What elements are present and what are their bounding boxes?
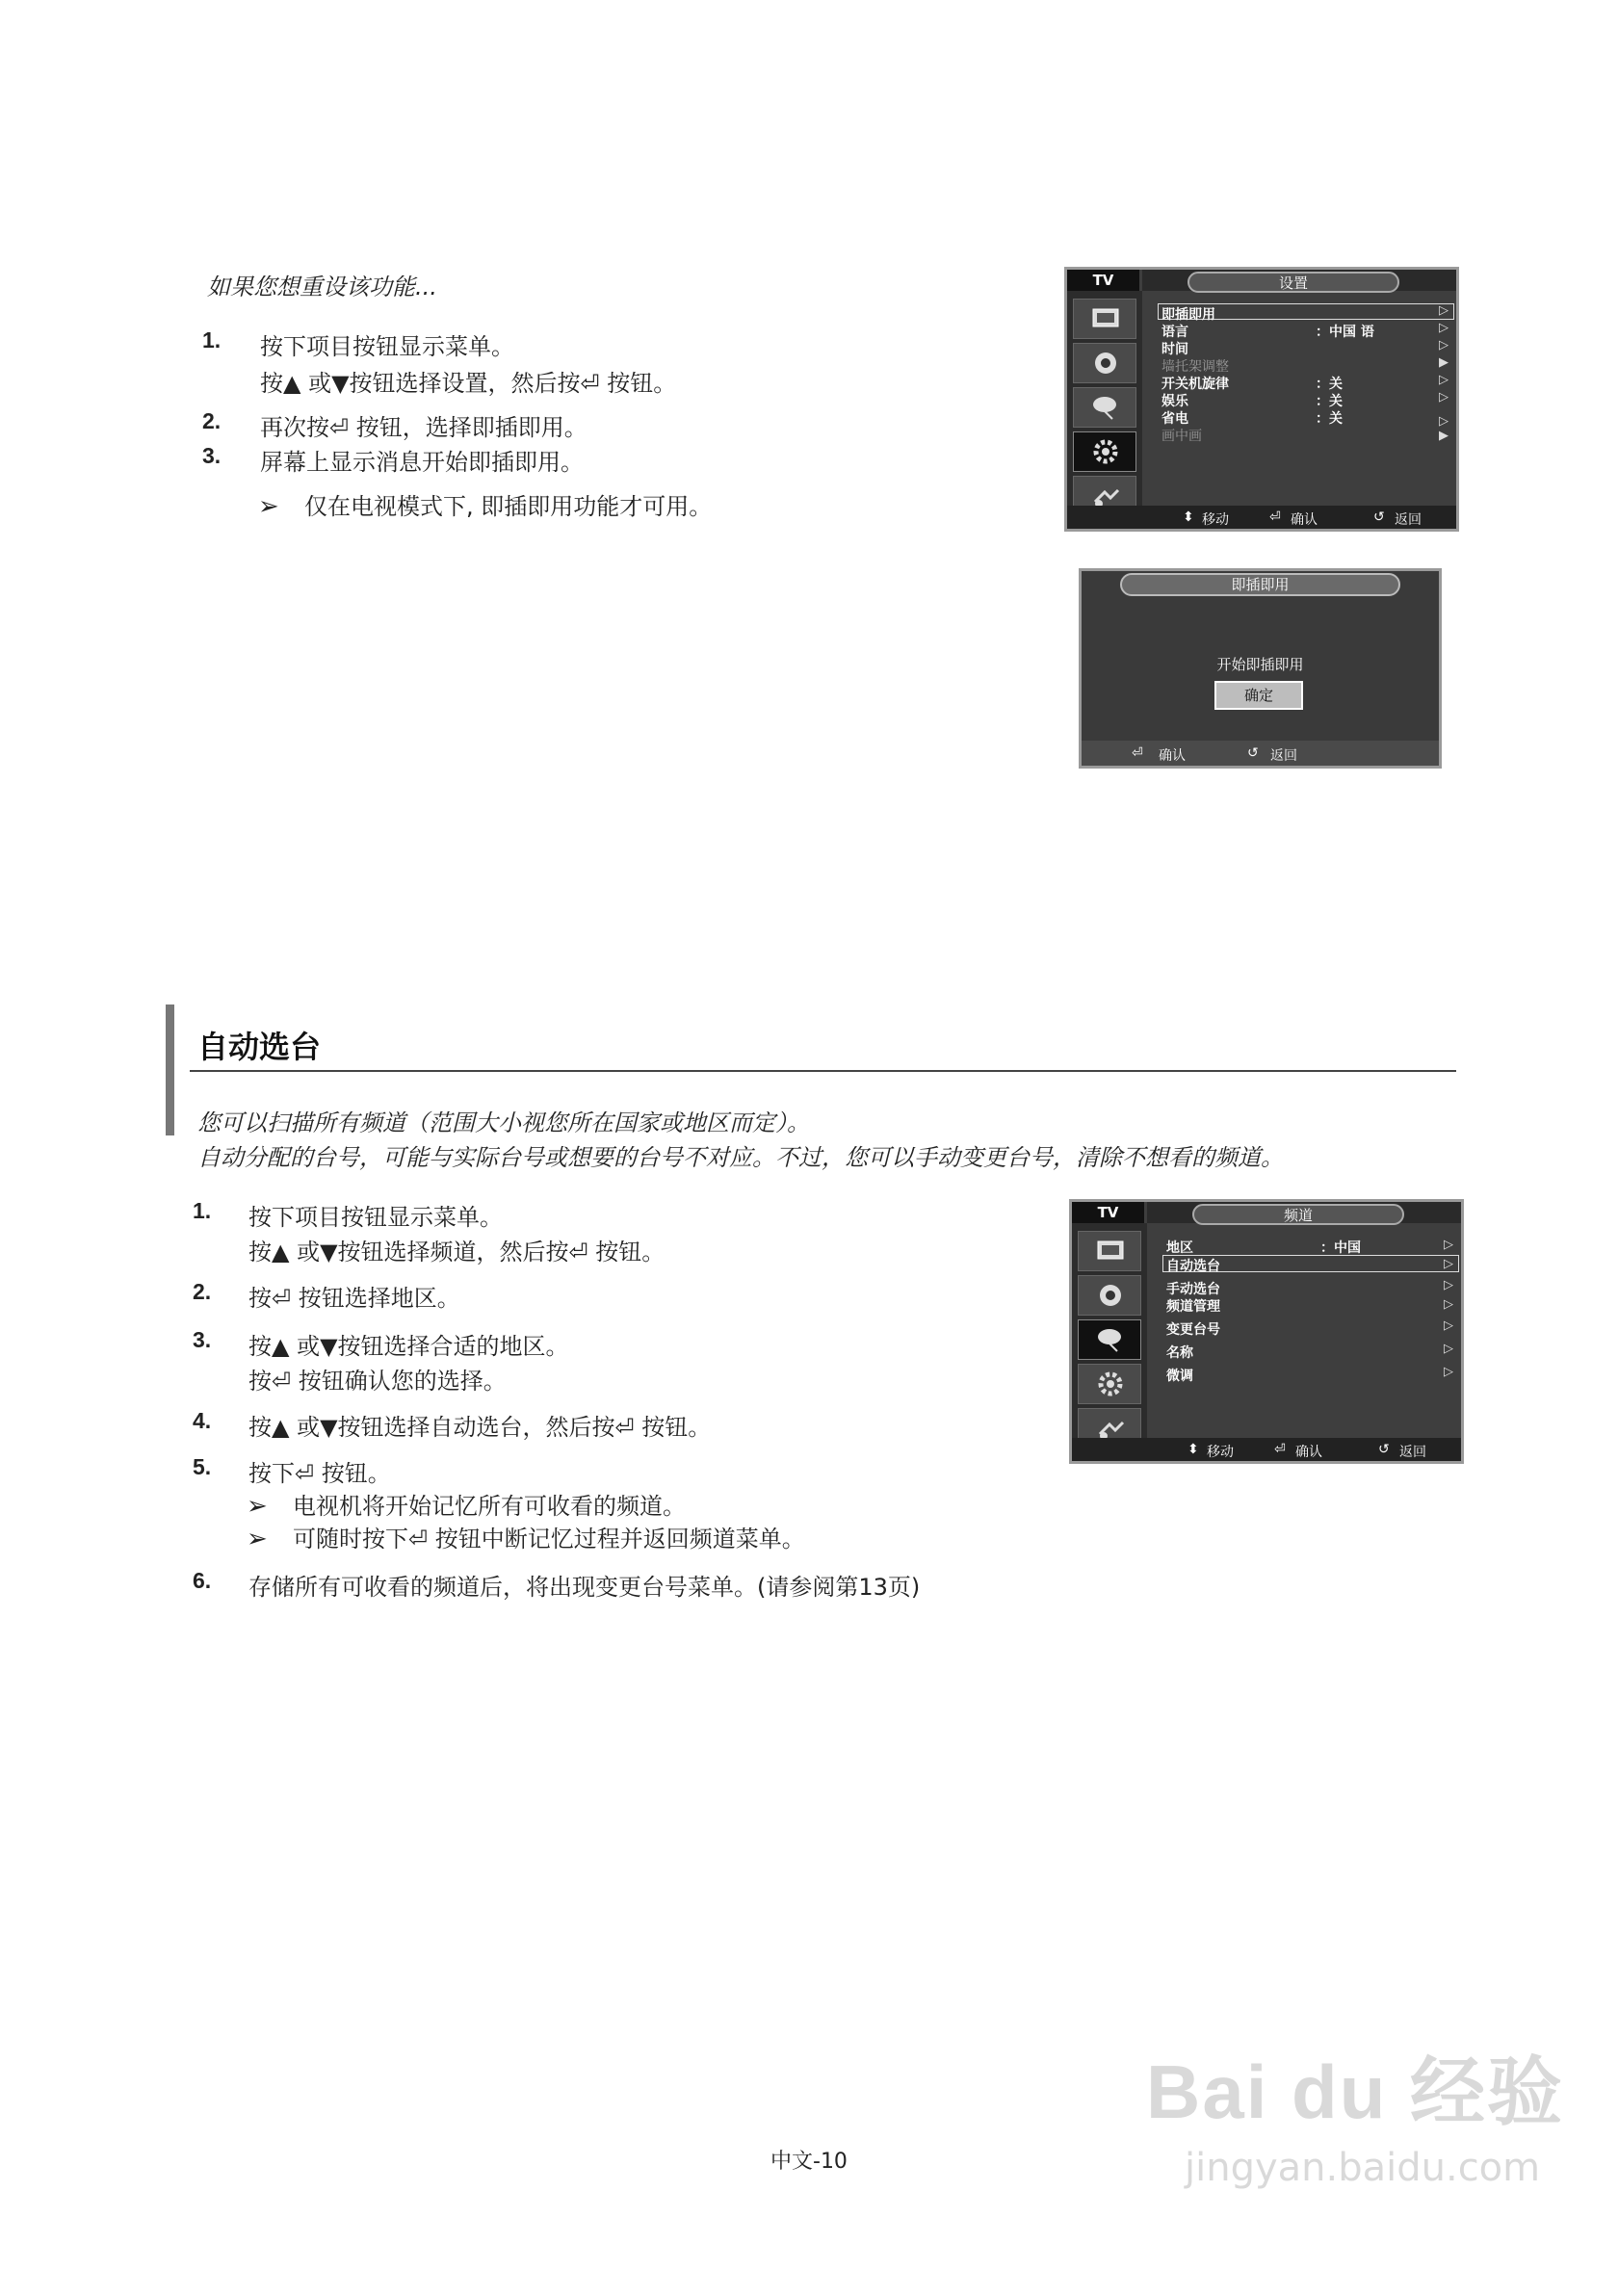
section-divider <box>190 1070 1456 1072</box>
arrow-right-icon: ▷ <box>1444 1278 1453 1292</box>
ok-button[interactable]: 确定 <box>1214 681 1303 710</box>
step-line: 按▲ 或▼按钮选择设置，然后按⏎ 按钮。 <box>260 370 677 397</box>
footer-return: 返回 <box>1399 1445 1426 1460</box>
arrow-right-icon: ▶ <box>1439 429 1448 443</box>
menu-item-language[interactable]: 语言 ：中国 语 <box>1161 325 1374 340</box>
footer-return: 返回 <box>1270 748 1297 764</box>
arrow-right-icon: ▷ <box>1444 1365 1453 1379</box>
return-icon: ↺ <box>1373 509 1385 525</box>
step-line: 屏幕上显示消息开始即插即用。 <box>260 449 584 476</box>
step-line: 再次按⏎ 按钮，选择即插即用。 <box>260 414 587 441</box>
arrow-right-icon: ▷ <box>1444 1342 1453 1356</box>
picture-icon[interactable] <box>1073 299 1136 339</box>
step-line: 按⏎ 按钮选择地区。 <box>248 1285 460 1312</box>
note-text: 电视机将开始记忆所有可收看的频道。 <box>293 1493 686 1520</box>
arrow-right-icon: ▷ <box>1439 414 1448 429</box>
arrow-icon: ➢ <box>258 492 279 521</box>
watermark-logo: Bai du 经验 <box>1146 2049 1565 2134</box>
channel-icon[interactable] <box>1078 1319 1141 1360</box>
footer-enter: 确认 <box>1159 748 1186 764</box>
section-description: 自动分配的台号，可能与实际台号或想要的台号不对应。不过，您可以手动变更台号，清除不想看的频道。 <box>197 1144 1284 1171</box>
menu-item-auto-store[interactable]: 自动选台 <box>1166 1259 1220 1274</box>
arrow-right-icon: ▷ <box>1439 303 1448 318</box>
menu-item-energy-saving[interactable]: 省电 ：关 <box>1161 411 1343 427</box>
osd-title: 设置 <box>1187 272 1399 293</box>
arrow-icon: ➢ <box>247 1492 268 1521</box>
menu-item-area[interactable]: 地区 ：中国 <box>1166 1240 1361 1256</box>
updown-icon: ⬍ <box>1183 509 1194 525</box>
section-marker <box>166 1004 174 1135</box>
popup-plug-and-play <box>1079 568 1442 769</box>
menu-item-sort[interactable]: 变更台号 <box>1166 1322 1220 1338</box>
osd-footer <box>1067 506 1456 529</box>
setup-gear-icon[interactable] <box>1073 431 1136 472</box>
step-number: 2. <box>202 408 222 433</box>
osd-tv-tab: TV <box>1067 270 1139 291</box>
intro-text: 如果您想重设该功能... <box>207 274 437 300</box>
step-number: 5. <box>193 1454 212 1479</box>
arrow-right-icon: ▷ <box>1444 1257 1453 1271</box>
menu-item-entertainment[interactable]: 娱乐 ：关 <box>1161 394 1343 409</box>
sound-icon[interactable] <box>1078 1275 1141 1316</box>
setup-gear-icon[interactable] <box>1078 1364 1141 1404</box>
enter-icon: ⏎ <box>1269 509 1281 525</box>
return-icon: ↺ <box>1247 745 1259 761</box>
osd-footer <box>1072 1438 1461 1461</box>
enter-icon: ⏎ <box>1274 1442 1286 1457</box>
popup-title: 即插即用 <box>1120 573 1400 596</box>
arrow-right-icon: ▶ <box>1439 355 1448 370</box>
step-line: 存储所有可收看的频道后，将出现变更台号菜单。(请参阅第13页) <box>248 1574 921 1601</box>
osd-setup-menu <box>1064 267 1459 532</box>
osd-tv-tab: TV <box>1072 1202 1144 1223</box>
footer-enter: 确认 <box>1291 512 1318 528</box>
step-line: 按▲ 或▼按钮选择自动选台，然后按⏎ 按钮。 <box>248 1414 712 1441</box>
step-number: 4. <box>193 1408 212 1433</box>
step-line: 按下⏎ 按钮。 <box>248 1460 391 1487</box>
menu-item-fine-tune[interactable]: 微调 <box>1166 1369 1193 1384</box>
menu-item-melody[interactable]: 开关机旋律 ：关 <box>1161 377 1343 392</box>
osd-icon-column <box>1072 1223 1147 1441</box>
menu-item-channel-manager[interactable]: 频道管理 <box>1166 1299 1220 1315</box>
osd-title: 频道 <box>1192 1204 1404 1225</box>
arrow-right-icon: ▷ <box>1439 321 1448 335</box>
menu-item-time[interactable]: 时间 <box>1161 342 1188 357</box>
section-title: 自动选台 <box>197 1029 322 1065</box>
picture-icon[interactable] <box>1078 1231 1141 1271</box>
step-number: 1. <box>202 327 222 352</box>
arrow-right-icon: ▷ <box>1439 390 1448 404</box>
step-line: 按▲ 或▼按钮选择频道，然后按⏎ 按钮。 <box>248 1239 665 1265</box>
footer-move: 移动 <box>1207 1445 1234 1460</box>
note <box>258 487 712 521</box>
page-number: 中文-10 <box>770 2150 848 2174</box>
section-description: 您可以扫描所有频道（范围大小视您所在国家或地区而定）。 <box>197 1109 810 1136</box>
sound-icon[interactable] <box>1073 343 1136 383</box>
note-text: 仅在电视模式下, 即插即用功能才可用。 <box>304 493 713 520</box>
arrow-right-icon: ▷ <box>1444 1297 1453 1312</box>
step-number: 3. <box>193 1327 212 1352</box>
watermark-url: jingyan.baidu.com <box>1185 2146 1541 2190</box>
step-number: 3. <box>202 443 222 468</box>
return-icon: ↺ <box>1378 1442 1390 1457</box>
arrow-right-icon: ▷ <box>1439 373 1448 387</box>
note <box>247 1487 686 1521</box>
arrow-right-icon: ▷ <box>1439 338 1448 352</box>
arrow-icon: ➢ <box>247 1525 268 1553</box>
channel-icon[interactable] <box>1073 387 1136 428</box>
popup-message: 开始即插即用 <box>1216 656 1304 673</box>
baidu-watermark <box>1146 2032 1565 2190</box>
menu-item-name[interactable]: 名称 <box>1166 1345 1193 1361</box>
popup-footer <box>1082 741 1439 766</box>
step-line: 按下项目按钮显示菜单。 <box>260 333 514 360</box>
footer-return: 返回 <box>1395 512 1422 528</box>
menu-item-manual-store[interactable]: 手动选台 <box>1166 1282 1220 1297</box>
note-text: 可随时按下⏎ 按钮中断记忆过程并返回频道菜单。 <box>293 1526 805 1552</box>
osd-channel-menu <box>1069 1199 1464 1464</box>
footer-enter: 确认 <box>1295 1445 1322 1460</box>
step-line: 按下项目按钮显示菜单。 <box>248 1204 503 1231</box>
step-number: 1. <box>193 1198 212 1223</box>
updown-icon: ⬍ <box>1187 1442 1199 1457</box>
note <box>247 1520 805 1553</box>
footer-move: 移动 <box>1202 512 1229 528</box>
step-number: 6. <box>193 1568 212 1593</box>
menu-item-pip: 画中画 <box>1161 429 1202 444</box>
arrow-right-icon: ▷ <box>1444 1318 1453 1333</box>
menu-item-wall-mount: 墙托架调整 <box>1161 359 1229 375</box>
step-line: 按▲ 或▼按钮选择合适的地区。 <box>248 1333 569 1360</box>
arrow-right-icon: ▷ <box>1444 1238 1453 1252</box>
step-number: 2. <box>193 1279 212 1304</box>
menu-item-plug-and-play[interactable]: 即插即用 <box>1161 307 1215 323</box>
enter-icon: ⏎ <box>1132 745 1143 761</box>
step-line: 按⏎ 按钮确认您的选择。 <box>248 1368 507 1395</box>
osd-icon-column <box>1067 291 1142 509</box>
